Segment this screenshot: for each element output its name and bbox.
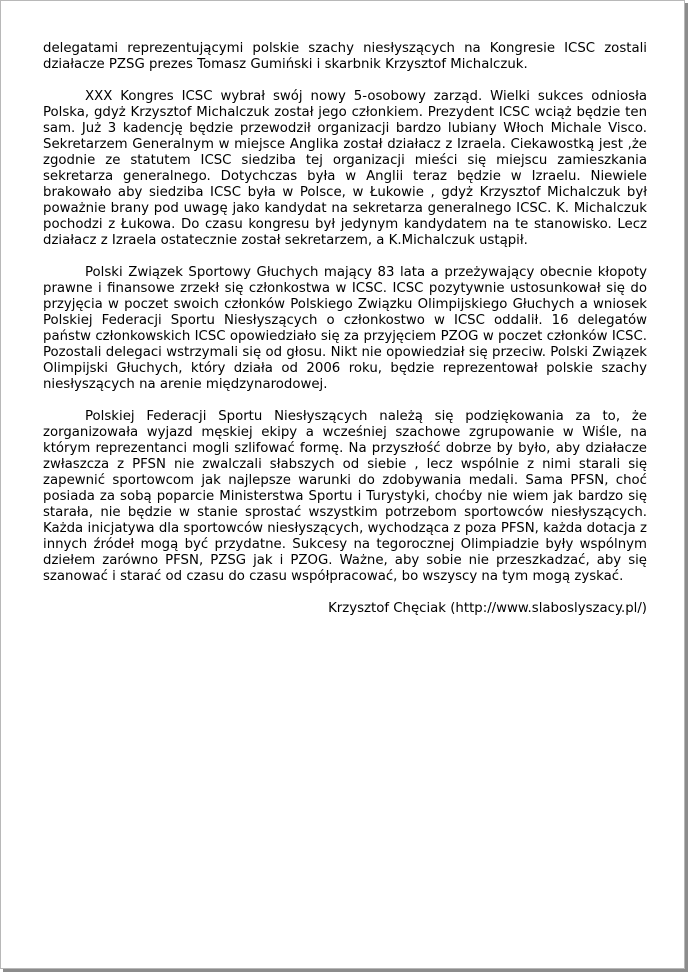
paragraph-acknowledgements: Polskiej Federacji Sportu Niesłyszących należą się podziękowania za to, że zorganizowała wyjazd męskiej ekipy a wcześniej szachowe zgrupowanie w Wiśle, na którym reprezentanci mogli szlifować formę. Na przyszłość dobrze by było, aby działacze zwłaszcza z PFSN nie zwalczali słabszych od siebie , lecz wspólnie z nimi starali się zapewnić sportowcom jak najlepsze warunki do zdobywania medali. Sama PFSN, choć posiada za sobą poparcie Ministerstwa Sportu i Turystyki, choćby nie wiem jak bardzo się starała, nie będzie w stanie sprostać wszystkim potrzebom sportowców niesłyszących. Każda inicjatywa dla sportowców niesłyszących, wychodząca z poza PFSN, każda dotacja z innych źródeł mogą być przydatne. Sukcesy na tegorocznej Olimpiadzie były wspólnym dziełem zarówno PFSN, PZSG jak i PZOG. Ważne, aby sobie nie przeszkadzać, aby się szanować i starać od czasu do czasu współpracować, bo wszyscy na tym mogą zyskać. [43, 409, 647, 584]
paragraph-congress: XXX Kongres ICSC wybrał swój nowy 5-osobowy zarząd. Wielki sukces odniosła Polska, gdyż Krzysztof Michalczuk został jego członkiem. Prezydent ICSC wciąż będzie ten sam. Już 3 kadencję będzie przewodził organizacji bardzo lubiany Włoch Michale Visco. Sekretarzem Generalnym w miejsce Anglika został działacz z Izraela. Ciekawostką jest ,że zgodnie ze statutem ICSC siedziba tej organizacji mieści się miejscu zamieszkania sekretarza generalnego. Dotychczas była w Anglii teraz będzie w Izraelu. Niewiele brakowało aby siedziba ICSC była w Polsce, w Łukowie , gdyż Krzysztof Michalczuk był poważnie brany pod uwagę jako kandydat na sekretarza generalnego ICSC. K. Michalczuk pochodzi z Łukowa. Do czasu kongresu był jedynym kandydatem na te stanowisko. Lecz działacz z Izraela ostatecznie został sekretarzem, a K.Michalczuk ustąpił. [43, 89, 647, 248]
author-signature: Krzysztof Chęciak (http://www.slaboslyszacy.pl/) [328, 601, 647, 616]
document-body [43, 41, 647, 633]
paragraph-membership: Polski Związek Sportowy Głuchych mający 83 lata a przeżywający obecnie kłopoty prawne i finansowe zrzekł się członkostwa w ICSC. ICSC pozytywnie ustosunkował się do przyjęcia w poczet swoich członków Polskiego Związku Olimpijskiego Głuchych a wniosek Polskiej Federacji Sportu Niesłyszących o członkostwo w ICSC oddalił. 16 delegatów państw członkowskich ICSC opowiedziało się za przyjęciem PZOG w poczet członków ICSC. Pozostali delegaci wstrzymali się od głosu. Nikt nie opowiedział się przeciw. Polski Związek Olimpijski Głuchych, który działa od 2006 roku, będzie reprezentował polskie szachy niesłyszących na arenie międzynarodowej. [43, 265, 647, 392]
paragraph-continuation: delegatami reprezentującymi polskie szachy niesłyszących na Kongresie ICSC zostali działacze PZSG prezes Tomasz Gumiński i skarbnik Krzysztof Michalczuk. [43, 41, 647, 72]
